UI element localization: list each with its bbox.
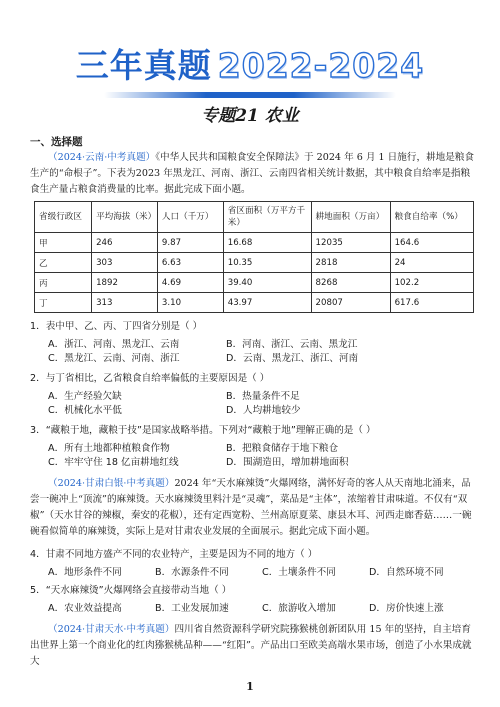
- table-row: [35, 273, 474, 293]
- intro-paragraph-3: [30, 622, 475, 670]
- title-banner: [0, 44, 500, 88]
- option-c[interactable]: C．牢牢守住 18 亿亩耕地红线: [48, 457, 179, 468]
- option-d[interactable]: D．房价快速上涨: [369, 603, 444, 614]
- question-2: 2．与丁省相比，乙省粮食自给率偏低的主要原因是（ ）: [30, 373, 270, 384]
- table-cell: 1892: [92, 273, 158, 293]
- question-4-options: [48, 566, 478, 580]
- table-cell: 12035: [311, 233, 390, 253]
- table-cell: 4.69: [157, 273, 223, 293]
- table-row: [35, 233, 474, 253]
- option-d[interactable]: D．围湖造田，增加耕地面积: [226, 457, 349, 468]
- intro-text: 2024 年“天水麻辣烫”火爆网络，满怀好奇的客人从天南地北涌来，品尝一碗冲上“顶流”的麻辣烫。天水麻辣烫里料汁是“灵魂”，菜品是“主体”，浓缩着甘肃味道。不仅有“双椒”（天水甘谷的辣椒，秦安的花椒），还有定西宽粉、兰州高原夏菜、康县木耳、河西走廊香菇……一碗碗看似简单的麻辣烫，实际上是对甘肃农业发展的全面展示。据此完成下面小题。: [30, 478, 472, 537]
- table-header: 平均海拔（米）: [92, 202, 158, 233]
- section-heading: 一、选择题: [30, 136, 83, 148]
- table-header: 人口（千万）: [157, 202, 223, 233]
- option-d[interactable]: D．自然环境不同: [369, 567, 444, 578]
- table-row: [35, 293, 474, 313]
- option-c[interactable]: C．黑龙江、云南、河南、浙江: [48, 353, 180, 364]
- question-1-options: [48, 338, 478, 366]
- question-2-options: [48, 390, 478, 418]
- topic-title: 专题21 农业: [201, 106, 299, 126]
- option-c[interactable]: C．机械化水平低: [48, 405, 122, 416]
- table-cell: 6.63: [157, 253, 223, 273]
- table-cell: 617.6: [390, 293, 473, 313]
- question-3: 3．“藏粮于地，藏粮于技”是国家战略举措。下列对“藏粮于地”理解正确的是（ ）: [30, 425, 376, 436]
- intro-text: 四川省自然资源科学研究院猕猴桃创新团队用 15 年的坚持，自主培育出世界上第一个商业化的红肉猕猴桃品种——“红阳”。产品出口至欧美高端水果市场，创造了小水果成就大: [30, 624, 472, 667]
- option-d[interactable]: D．人均耕地较少: [226, 405, 301, 416]
- table-cell: 8268: [311, 273, 390, 293]
- intro-text: 《中华人民共和国粮食安全保障法》于 2024 年 6 月 1 日施行，耕地是粮食生产的“命根子”。下表为2023 年黑龙江、河南、浙江、云南四省相关统计数据，其中粮食自给率是指粮食生产量占粮食消费量的比率。据此完成下面小题。: [30, 152, 475, 195]
- table-cell: 甲: [35, 233, 92, 253]
- table-cell: 2818: [311, 253, 390, 273]
- banner-years: 2022-2024: [217, 46, 425, 85]
- table-cell: 乙: [35, 253, 92, 273]
- table-cell: 246: [92, 233, 158, 253]
- table-cell: 9.87: [157, 233, 223, 253]
- intro-paragraph-1: [30, 150, 475, 198]
- source-tag[interactable]: （2024·云南·中考真题）: [48, 152, 156, 163]
- option-b[interactable]: B．把粮食储存于地下粮仓: [226, 443, 339, 454]
- table-cell: 16.68: [223, 233, 311, 253]
- table-cell: 10.35: [223, 253, 311, 273]
- table-cell: 39.40: [223, 273, 311, 293]
- banner-title: 三年真题: [75, 46, 212, 85]
- table-cell: 164.6: [390, 233, 473, 253]
- table-cell: 313: [92, 293, 158, 313]
- table-cell: 102.2: [390, 273, 473, 293]
- source-tag[interactable]: （2024·甘肃天水·中考真题）: [48, 624, 175, 635]
- table-cell: 43.97: [223, 293, 311, 313]
- table-row: [35, 253, 474, 273]
- option-a[interactable]: A．生产经验欠缺: [48, 391, 122, 402]
- option-a[interactable]: A．地形条件不同: [48, 567, 122, 578]
- question-4: 4．甘肃不同地方盛产不同的农业特产，主要是因为不同的地方（ ）: [30, 549, 318, 560]
- page-number: 1: [246, 680, 254, 693]
- question-3-options: [48, 442, 478, 470]
- option-c[interactable]: C．土壤条件不同: [262, 567, 336, 578]
- table-header: 耕地面积（万亩）: [311, 202, 390, 233]
- table-cell: 丁: [35, 293, 92, 313]
- table-cell: 3.10: [157, 293, 223, 313]
- option-b[interactable]: B．热量条件不足: [226, 391, 300, 402]
- option-a[interactable]: A．浙江、河南、黑龙江、云南: [48, 339, 180, 350]
- source-tag[interactable]: （2024·甘肃白银·中考真题）: [48, 478, 175, 489]
- option-c[interactable]: C．旅游收入增加: [262, 603, 336, 614]
- intro-paragraph-2: [30, 476, 475, 540]
- table-header: 粮食自给率（%）: [390, 202, 473, 233]
- option-a[interactable]: A．所有土地都种植粮食作物: [48, 443, 170, 454]
- table-cell: 303: [92, 253, 158, 273]
- data-table: [34, 201, 474, 313]
- table-cell: 丙: [35, 273, 92, 293]
- option-b[interactable]: B．水源条件不同: [155, 567, 229, 578]
- question-5: 5．“天水麻辣烫”火爆网络会直接带动当地（ ）: [30, 585, 232, 596]
- question-1: 1．表中甲、乙、丙、丁四省分别是（ ）: [30, 321, 203, 332]
- option-a[interactable]: A．农业效益提高: [48, 603, 122, 614]
- table-header: 省级行政区: [35, 202, 92, 233]
- option-b[interactable]: B．工业发展加速: [155, 603, 229, 614]
- option-b[interactable]: B．河南、浙江、云南、黑龙江: [226, 339, 358, 350]
- table-header-row: [35, 202, 474, 233]
- table-cell: 20807: [311, 293, 390, 313]
- option-d[interactable]: D．云南、黑龙江、浙江、河南: [226, 353, 359, 364]
- banner-underline: [104, 92, 396, 98]
- table-cell: 24: [390, 253, 473, 273]
- table-header: 省区面积（万平方千米）: [223, 202, 311, 233]
- question-5-options: [48, 602, 478, 616]
